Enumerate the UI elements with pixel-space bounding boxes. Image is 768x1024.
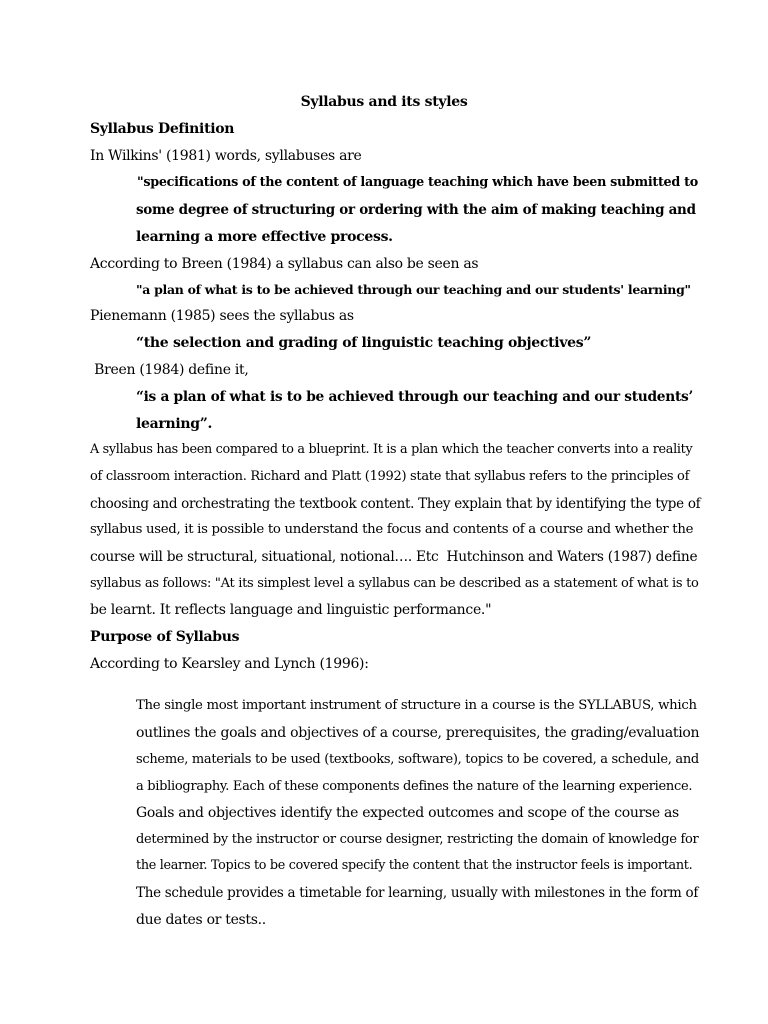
wilkins-quote-line: "specifications of the content of language teaching which have been submitted to (137, 175, 698, 190)
kearsley-quote-line: The schedule provides a timetable for learning, usually with milestones in the form of (136, 885, 699, 901)
blueprint-paragraph-line: syllabus as follows: "At its simplest level a syllabus can be described as a statement of what is to (90, 576, 699, 591)
blueprint-paragraph-line: be learnt. It reflects language and linguistic performance." (90, 602, 492, 618)
document-title: Syllabus and its styles (300, 94, 468, 110)
kearsley-quote-line: The single most important instrument of structure in a course is the SYLLABUS, which (136, 698, 697, 713)
section-heading-definition: Syllabus Definition (90, 121, 235, 137)
wilkins-quote-line: some degree of structuring or ordering with the aim of making teaching and (136, 202, 696, 218)
kearsley-quote-line: determined by the instructor or course designer, restricting the domain of knowledge for (136, 832, 699, 847)
section-heading-purpose: Purpose of Syllabus (90, 629, 240, 645)
breen-quote: "a plan of what is to be achieved through our teaching and our students' learning" (136, 282, 691, 297)
breen-intro: According to Breen (1984) a syllabus can also be seen as (90, 256, 479, 272)
breen-second-quote-line: “is a plan of what is to be achieved through our teaching and our students’ (136, 389, 693, 405)
wilkins-quote-line: learning a more effective process. (136, 229, 393, 245)
kearsley-quote-line: a bibliography. Each of these components defines the nature of the learning experience. (136, 779, 693, 794)
blueprint-paragraph-line: syllabus used, it is possible to understand the focus and contents of a course and whether the (90, 522, 694, 537)
wilkins-intro: In Wilkins' (1981) words, syllabuses are (90, 148, 362, 164)
breen-second-quote-line: learning”. (136, 416, 213, 432)
kearsley-quote-line: scheme, materials to be used (textbooks, software), topics to be covered, a schedule, and (136, 752, 699, 767)
kearsley-intro: According to Kearsley and Lynch (1996): (90, 656, 369, 672)
pienemann-quote: “the selection and grading of linguistic teaching objectives” (136, 335, 592, 351)
blueprint-paragraph-line: A syllabus has been compared to a blueprint. It is a plan which the teacher converts into a reality (90, 442, 693, 457)
pienemann-intro: Pienemann (1985) sees the syllabus as (90, 308, 354, 324)
kearsley-quote-line: outlines the goals and objectives of a course, prerequisites, the grading/evaluation (136, 725, 700, 741)
kearsley-quote-line: due dates or tests.. (136, 912, 266, 928)
blueprint-paragraph-line: of classroom interaction. Richard and Platt (1992) state that syllabus refers to the principles of (90, 469, 690, 484)
kearsley-quote-line: Goals and objectives identify the expected outcomes and scope of the course as (136, 805, 679, 821)
blueprint-paragraph-line: course will be structural, situational, notional…. Etc Hutchinson and Waters (1987) define (90, 549, 698, 565)
blueprint-paragraph-line: choosing and orchestrating the textbook content. They explain that by identifying the type of (90, 496, 701, 512)
kearsley-quote-line: the learner. Topics to be covered specify the content that the instructor feels is important. (136, 858, 693, 873)
breen-second-intro: Breen (1984) define it, (90, 362, 249, 378)
